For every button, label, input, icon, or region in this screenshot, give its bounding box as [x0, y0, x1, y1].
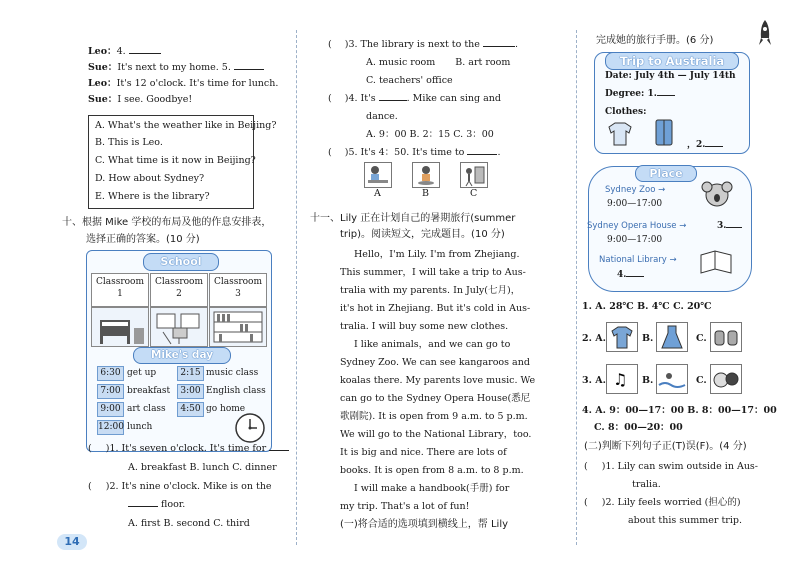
question-4: ( )4. It's . Mike can sing and	[328, 93, 501, 104]
option-e: E. Where is the library?	[95, 191, 210, 202]
trip-clothes: Clothes:	[605, 107, 647, 117]
option-c-label: C.	[696, 333, 707, 344]
option-c: C. What time is it now in Beijing?	[95, 155, 256, 166]
opera-blank-3: 3.	[717, 221, 742, 231]
tf-heading: (二)判断下列句子正(T)误(F)。(4 分)	[584, 441, 747, 452]
tf-question-1: ( )1. Lily can swim outside in Aus-	[584, 461, 759, 472]
trip-degree: Degree: 1.	[605, 89, 675, 99]
trip-panel	[594, 52, 750, 154]
dialogue-line-1: Leo：4.	[88, 45, 161, 58]
option-b-label: B.	[642, 375, 654, 386]
passage-line: books. It is open from 8 a.m. to 8 p.m.	[340, 465, 524, 476]
pic-label-a: A	[374, 188, 381, 199]
schedule-activity: English class	[206, 386, 266, 396]
schedule-time: 4:50	[177, 402, 204, 417]
passage-line: We will go to the National Library，too.	[340, 429, 532, 440]
blank[interactable]	[128, 506, 158, 507]
dialogue-line-4: Sue：I see. Goodbye!	[88, 94, 193, 105]
section-10-heading: 十、根据 Mike 学校的布局及他的作息安排表，	[62, 217, 272, 228]
question-1: ( )1. It's seven o'clock. It's time for	[88, 442, 289, 455]
section-11-heading: 十一、Lily 正在计划自己的暑期旅行(summer	[310, 213, 516, 224]
place-sydney-zoo: Sydney Zoo →	[605, 185, 666, 195]
passage-line: can go to the Sydney Opera House(悉尼	[340, 393, 531, 404]
schedule-time: 7:00	[97, 384, 124, 399]
classroom-1: Classroom 1	[91, 273, 149, 307]
library-blank-4: 4.	[617, 270, 644, 280]
passage-line: This summer，I will take a trip to Aus-	[340, 267, 526, 278]
gloves-image	[710, 322, 742, 352]
pic-label-b: B	[422, 188, 429, 199]
passage-line: I will make a handbook(手册) for	[354, 483, 510, 494]
book-icon	[699, 249, 733, 278]
schedule-time: 9:00	[97, 402, 124, 417]
passage-line: tralia. I will buy some new clothes.	[340, 321, 509, 332]
schedule-time: 12:00	[97, 420, 124, 435]
music-notes-image	[606, 364, 638, 394]
classroom-2: Classroom 2	[150, 273, 208, 307]
passage-line: 歌剧院). It is open from 9 a.m. to 5 p.m.	[340, 411, 528, 422]
task-1-heading-cont: 完成她的旅行手册。(6 分)	[596, 35, 714, 46]
passage-line: Hello，I'm Lily. I'm from Zhejiang.	[354, 249, 520, 260]
sweater-icon	[605, 119, 635, 150]
question-4-options: A. 9：00 B. 2：15 C. 3：00	[366, 129, 494, 140]
passage-line: koalas there. My parents love music. We	[340, 375, 536, 386]
library-room-image	[209, 307, 267, 347]
place-zoo-time: 9:00—17:00	[607, 199, 663, 209]
place-opera-house: Sydney Opera House →	[587, 221, 687, 231]
blank-4[interactable]	[129, 53, 161, 54]
schedule-time: 2:15	[177, 366, 204, 381]
passage-line: it's hot in Zhejiang. But it's cold in Aus-	[340, 303, 531, 314]
question-3-option-a: A. music room B. art room	[366, 57, 511, 68]
options-box	[88, 115, 277, 209]
school-panel	[86, 250, 272, 452]
schedule-activity: music class	[206, 368, 259, 378]
option-b: B. This is Leo.	[95, 137, 163, 148]
page-number: 14	[57, 534, 87, 550]
section-10-subheading: 选择正确的答案。(10 分)	[86, 234, 200, 245]
dialogue-line-3: Leo：It's 12 o'clock. It's time for lunch.	[88, 78, 279, 89]
question-2-line-2: floor.	[128, 498, 185, 511]
clothes-blank-2: ，2.	[687, 137, 723, 150]
mikes-day-title: Mike's day	[133, 347, 231, 364]
place-opera-time: 9:00—17:00	[607, 235, 663, 245]
tf-question-2-line-2: about this summer trip.	[628, 515, 742, 526]
schedule-activity: art class	[127, 404, 166, 414]
blank[interactable]	[657, 95, 675, 96]
piano-room-image	[91, 307, 149, 347]
blank[interactable]	[269, 450, 289, 451]
right-question-4: 4. A. 9：00—17：00 B. 8：00—17：00	[582, 405, 777, 416]
question-2-options: A. first B. second C. third	[128, 518, 250, 529]
passage-line: It is big and nice. There are lots of	[340, 447, 507, 458]
tf-question-1-line-2: tralia.	[632, 479, 661, 490]
coat-icon	[651, 117, 677, 150]
schedule-activity: lunch	[127, 422, 153, 432]
right-question-2: 2. A.	[582, 333, 606, 344]
option-b-label: B.	[642, 333, 654, 344]
right-question-4-option-c: C. 8：00—20：00	[594, 422, 683, 433]
left-column	[0, 0, 290, 565]
passage-line: Sydney Zoo. We can see kangaroos and	[340, 357, 530, 368]
option-a: A. What's the weather like in Beijing?	[95, 120, 277, 131]
schedule-activity: get up	[127, 368, 157, 378]
school-title: School	[143, 253, 219, 271]
blank[interactable]	[379, 100, 407, 101]
boy-eating-image	[412, 162, 440, 188]
question-1-options: A. breakfast B. lunch C. dinner	[128, 462, 277, 473]
balls-image	[710, 364, 742, 394]
column-divider	[576, 30, 577, 545]
place-title: Place	[635, 165, 697, 182]
svg-text:♫: ♫	[613, 370, 628, 389]
pic-label-c: C	[470, 188, 478, 199]
question-3-option-c: C. teachers' office	[366, 75, 453, 86]
blank[interactable]	[467, 154, 497, 155]
blank[interactable]	[483, 46, 515, 47]
option-d: D. How about Sydney?	[95, 173, 205, 184]
right-question-1: 1. A. 28℃ B. 4℃ C. 20℃	[582, 301, 712, 312]
question-3: ( )3. The library is next to the .	[328, 39, 518, 50]
schedule-time: 3:00	[177, 384, 204, 399]
tshirt-image	[606, 322, 638, 352]
rocket-icon	[758, 18, 772, 48]
trip-title: Trip to Australia	[605, 52, 739, 70]
blank[interactable]	[626, 276, 644, 277]
passage-line: my trip. That's a lot of fun!	[340, 501, 470, 512]
column-divider	[296, 30, 297, 545]
section-11-subheading: trip)。阅读短文，完成题目。(10 分)	[340, 229, 505, 240]
trip-date: Date: July 4th — July 14th	[605, 71, 736, 81]
question-5: ( )5. It's 4：50. It's time to .	[328, 147, 501, 158]
passage-line: I like animals，and we can go to	[354, 339, 511, 350]
classroom-3: Classroom 3	[209, 273, 267, 307]
task-1-heading: (一)将合适的选项填到横线上，帮 Lily	[340, 519, 509, 530]
dialogue-line-2: Sue：It's next to my home. 5.	[88, 61, 264, 74]
blank[interactable]	[726, 227, 742, 228]
schedule-activity: go home	[206, 404, 246, 414]
option-c-label: C.	[696, 375, 707, 386]
question-2: ( )2. It's nine o'clock. Mike is on the	[88, 481, 272, 492]
place-national-library: National Library →	[599, 255, 677, 265]
passage-line: tralia with my parents. In July(七月)，	[340, 285, 521, 296]
blank[interactable]	[705, 146, 723, 147]
swimming-image	[656, 364, 688, 394]
place-panel	[588, 166, 752, 292]
art-room-image	[150, 307, 208, 347]
boy-desk-image	[364, 162, 392, 188]
schedule-activity: breakfast	[127, 386, 171, 396]
boy-going-home-image	[460, 162, 488, 188]
koala-icon	[699, 177, 735, 218]
dress-image	[656, 322, 688, 352]
tf-question-2: ( )2. Lily feels worried (担心的)	[584, 497, 741, 508]
question-4-line-2: dance.	[366, 111, 398, 122]
right-question-3: 3. A.	[582, 375, 606, 386]
blank-5[interactable]	[234, 69, 264, 70]
middle-column	[300, 0, 580, 565]
schedule-time: 6:30	[97, 366, 124, 381]
